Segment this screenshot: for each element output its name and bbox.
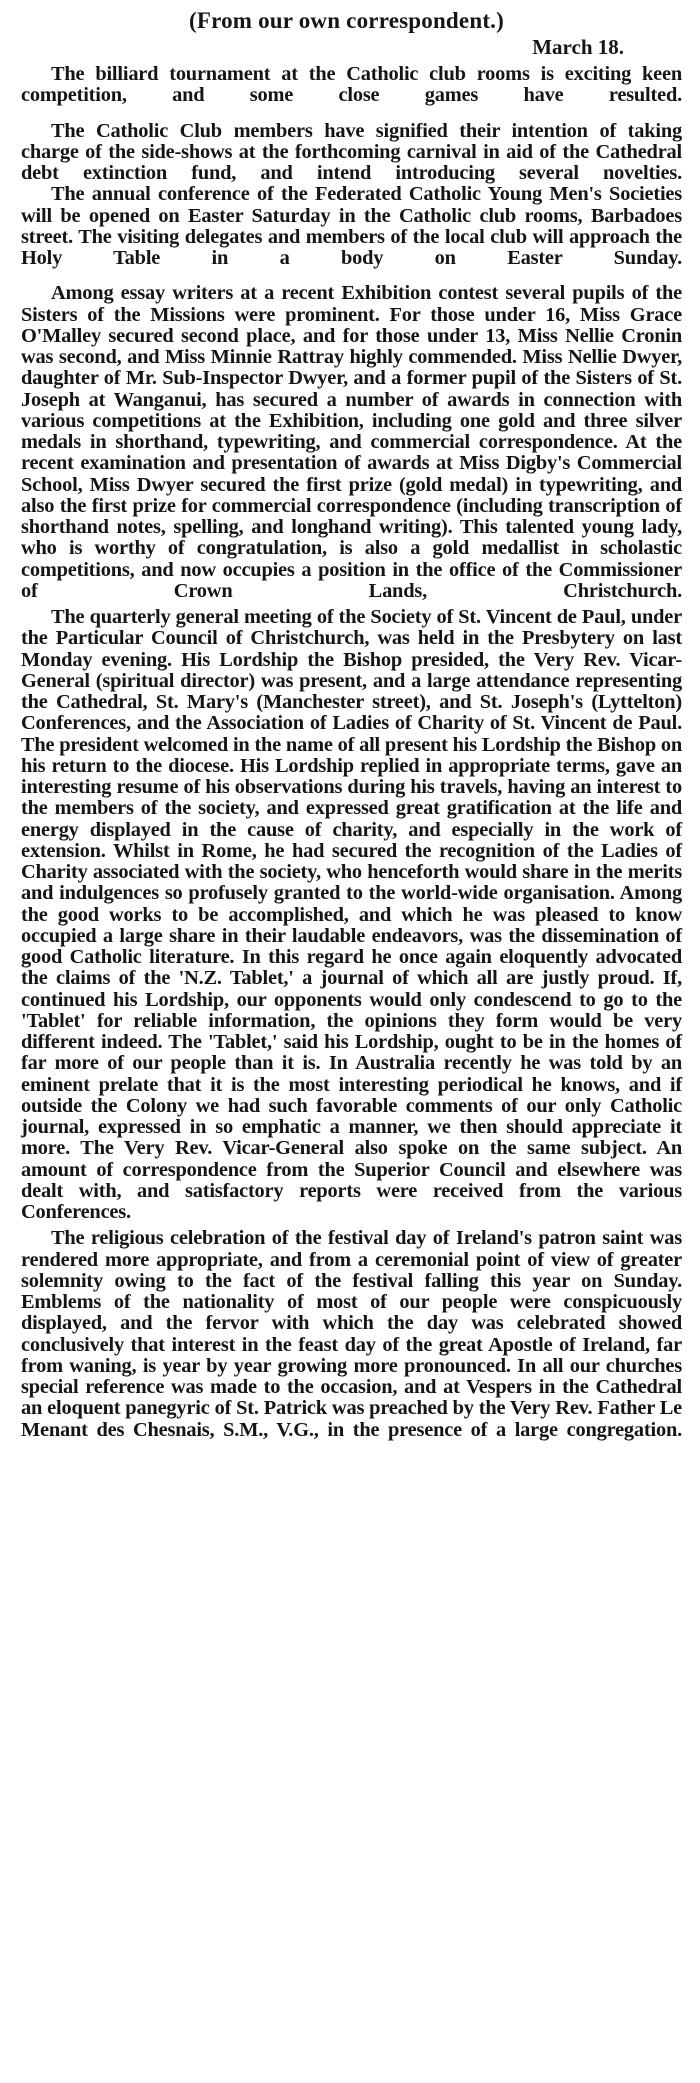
- dateline: March 18.: [532, 35, 624, 59]
- paragraph-billiard-tournament: The billiard tournament at the Catholic club rooms is exciting keen competition, and some close games have resulted.: [21, 63, 682, 107]
- paragraph-essay-writers: Among essay writers at a recent Exhibition contest several pupils of the Sisters of the Missions were prominent. For those under 16, Miss Grace O'Malley secured second place, and for those under 13, Miss Nellie Cronin was second, and Miss Minnie Rattray highly commended. Miss Nellie Dwyer, daughter of Mr. Sub-Inspector Dwyer, and a former pupil of the Sisters of St. Joseph at Wanganui, has secured a number of awards in connection with various competitions at the Exhibition, including one gold and three silver medals in shorthand, typewriting, and commercial correspondence. At the recent examination and presentation of awards at Miss Digby's Commercial School, Miss Dwyer secured the first prize (gold medal) in typewriting, and also the first prize for commercial correspondence (including transcription of shorthand notes, spelling, and longhand writing). This talented young lady, who is worthy of congratulation, is also a gold medallist in scholastic competitions, and now occupies a position in the office of the Commissioner of Crown Lands, Christchurch.: [21, 282, 682, 602]
- paragraph-st-patricks-day: The religious celebration of the festival day of Ireland's patron saint was rendered more appropriate, and from a ceremonial point of view of greater solemnity owing to the fact of the festival falling this year on Sunday. Emblems of the nationality of most of our people were conspicuously displayed, and the fervor with which the day was celebrated showed conclusively that interest in the feast day of the great Apostle of Ireland, far from waning, is year by year growing more pronounced. In all our churches special reference was made to the occasion, and at Vespers in the Cathedral an eloquent panegyric of St. Patrick was preached by the Very Rev. Father Le Menant des Chesnais, S.M., V.G., in the presence of a large congregation.: [21, 1227, 682, 1441]
- paragraph-st-vincent-de-paul: The quarterly general meeting of the Society of St. Vincent de Paul, under the Particular Council of Christchurch, was held in the Presbytery on last Monday evening. His Lordship the Bishop presided, the Very Rev. Vicar-General (spiritual director) was present, and a large attendance representing the Cathedral, St. Mary's (Manchester street), and St. Joseph's (Lyttelton) Conferences, and the Association of Ladies of Charity of St. Vincent de Paul. The president welcomed in the name of all present his Lordship the Bishop on his return to the diocese. His Lordship replied in appropriate terms, gave an interesting resume of his observations during his travels, having an interest to the members of the society, and expressed great gratification at the life and energy displayed in the cause of charity, and especially in the work of extension. Whilst in Rome, he had secured the recognition of the Ladies of Charity associated with the society, who henceforth would share in the merits and indulgences so profusely granted to the world-wide organisation. Among the good works to be accomplished, and which he was pleased to know occupied a large share in their laudable endeavors, was the dissemination of good Catholic literature. In this regard he once again eloquently advocated the claims of the 'N.Z. Tablet,' a journal of which all are justly proud. If, continued his Lordship, our opponents would only condescend to go to the 'Tablet' for reliable information, the opinions they form would be very different indeed. The 'Tablet,' said his Lordship, ought to be in the homes of far more of our people than it is. In Australia recently he was told by an eminent prelate that it is the most interesting periodical he knows, and if outside the Colony we had such favorable comments of our only Catholic journal, expressed in so emphatic a manner, we then should appreciate it more. The Very Rev. Vicar-General also spoke on the same subject. An amount of correspondence from the Superior Council and elsewhere was dealt with, and satisfactory reports were received from the various Conferences.: [21, 606, 682, 1223]
- paragraph-young-mens-conference: The annual conference of the Federated Catholic Young Men's Societies will be opened on Easter Saturday in the Catholic club rooms, Barbadoes street. The visiting delegates and members of the local club will approach the Holy Table in a body on Easter Sunday.: [21, 183, 682, 269]
- byline-heading: (From our own correspondent.): [188, 8, 504, 33]
- paragraph-catholic-club-carnival: The Catholic Club members have signified their intention of taking charge of the side-shows at the forthcoming carnival in aid of the Cathedral debt extinction fund, and intend introducing several novelties.: [21, 119, 682, 184]
